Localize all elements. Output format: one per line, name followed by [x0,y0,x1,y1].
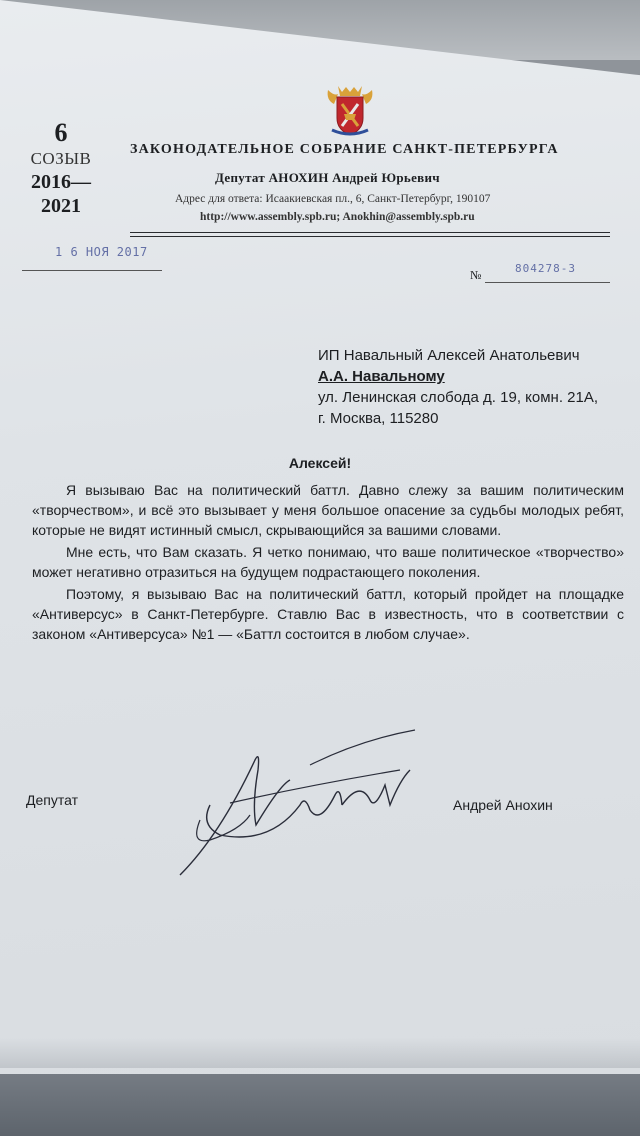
handwritten-signature [160,725,440,885]
reply-address: Адрес для ответа: Исаакиевская пл., 6, Санкт-Петербург, 190107 [175,193,491,205]
convocation-years-start: 2016— [31,171,91,193]
spb-coat-of-arms-icon [320,82,380,140]
deputy-line: Депутат АНОХИН Андрей Юрьевич [215,170,440,185]
convocation-number: 6 [54,118,68,147]
paragraph: Поэтому, я вызываю Вас на политический баттл, который пройдет на площадке «Антиверсус» в Санкт-Петербурге. Ставлю Вас в известность, что в соответствии с законом «Антиверсуса» №1 — «Баттл состоится в любом случае». [32,586,624,642]
website-email: http://www.assembly.spb.ru; Anokhin@assembly.spb.ru [200,211,475,223]
salutation: Алексей! [288,455,352,471]
number-stamp: 804278-3 [515,262,576,275]
convocation-years-end: 2021 [41,195,81,217]
addressee-block [318,345,598,429]
number-underline [485,282,610,283]
paragraph: Мне есть, что Вам сказать. Я четко понимаю, что ваше политическое «творчество» может негативно отразиться на будущем подрастающего поколения. [32,544,624,580]
signer-position: Депутат [26,792,78,808]
addressee-street: ул. Ленинская слобода д. 19, комн. 21А, [318,389,599,406]
addressee-recipient: А.А. Навальному [318,368,445,385]
date-stamp: 1 6 НОЯ 2017 [55,245,148,259]
paper-fold-shadow [0,1038,640,1068]
paragraph: Я вызываю Вас на политический баттл. Давно слежу за вашим политическим «творчеством», и всё это вызывает у меня большое опасение за судьбы молодых ребят, которые не видят истинный смысл, скрывающийся за вашими словами. [32,482,624,538]
signer-name: Андрей Анохин [453,797,553,813]
letter-body [32,480,624,646]
organization-name: ЗАКОНОДАТЕЛЬНОЕ СОБРАНИЕ САНКТ-ПЕТЕРБУРГА [130,142,559,157]
convocation-block [20,118,102,218]
letterhead-rule-thin [130,236,610,237]
addressee-org: ИП Навальный Алексей Анатольевич [318,347,580,364]
letterhead-rule [130,232,610,233]
number-label: № [470,268,482,282]
date-underline [22,270,162,271]
convocation-label: СОЗЫВ [30,149,92,168]
addressee-city: г. Москва, 115280 [318,410,439,427]
